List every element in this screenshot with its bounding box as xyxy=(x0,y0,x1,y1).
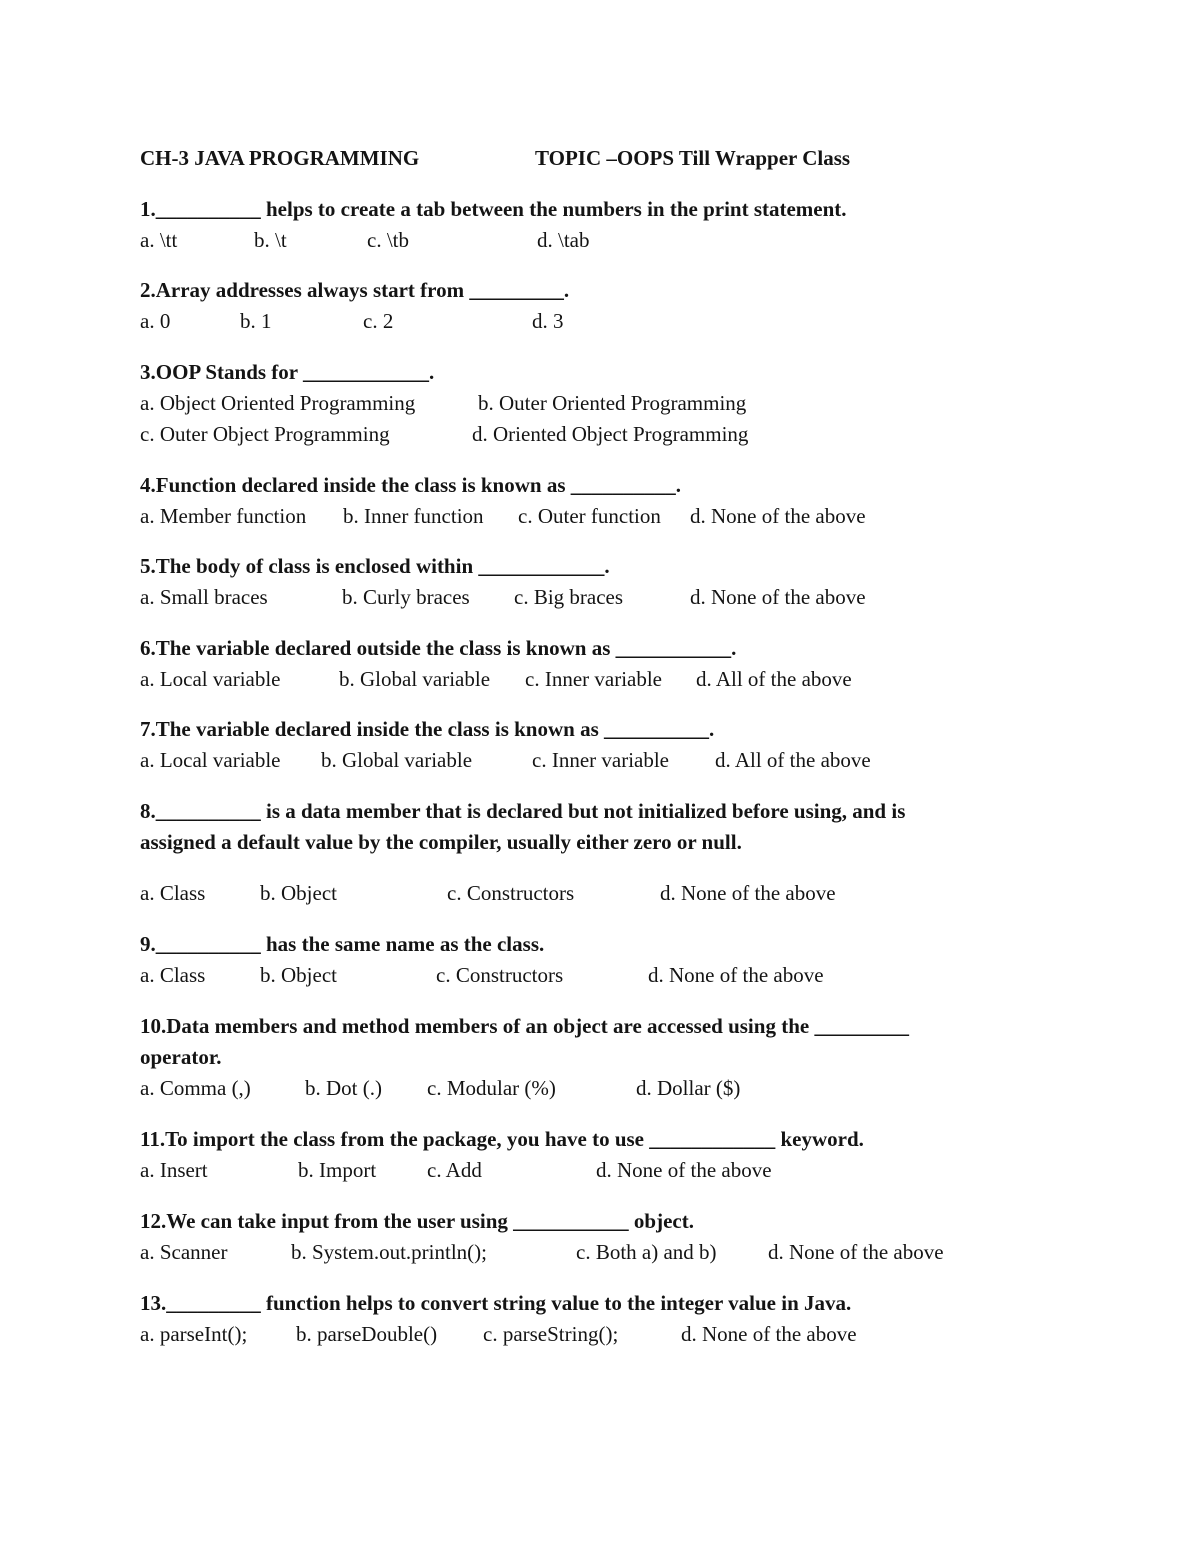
question-11: 11.To import the class from the package, you have to use ____________ keyword. xyxy=(140,1127,864,1151)
q1-option-b: b. \t xyxy=(254,228,287,252)
q9-option-a: a. Class xyxy=(140,963,206,987)
q1-option-a: a. \tt xyxy=(140,228,178,252)
q9-option-d: d. None of the above xyxy=(648,963,824,987)
q5-option-a: a. Small braces xyxy=(140,585,268,609)
q5-option-b: b. Curly braces xyxy=(342,585,470,609)
q12-option-b: b. System.out.println(); xyxy=(291,1240,487,1264)
q9-option-c: c. Constructors xyxy=(436,963,564,987)
q2-option-c: c. 2 xyxy=(363,309,394,333)
question-9: 9.__________ has the same name as the class. xyxy=(140,932,545,956)
q2-option-a: a. 0 xyxy=(140,309,171,333)
q4-option-d: d. None of the above xyxy=(690,504,866,528)
q13-option-b: b. parseDouble() xyxy=(296,1322,438,1346)
question-2: 2.Array addresses always start from _________. xyxy=(140,278,570,302)
q8-option-d: d. None of the above xyxy=(660,881,836,905)
question-10-line-1: 10.Data members and method members of an object are accessed using the _________ xyxy=(140,1014,909,1038)
q6-option-b: b. Global variable xyxy=(339,667,491,691)
q13-option-c: c. parseString(); xyxy=(483,1322,619,1346)
q7-option-a: a. Local variable xyxy=(140,748,281,772)
q11-option-a: a. Insert xyxy=(140,1158,208,1182)
q2-option-b: b. 1 xyxy=(240,309,272,333)
q2-option-d: d. 3 xyxy=(532,309,564,333)
q12-option-a: a. Scanner xyxy=(140,1240,228,1264)
q7-option-c: c. Inner variable xyxy=(532,748,670,772)
topic-title: TOPIC –OOPS Till Wrapper Class xyxy=(535,146,851,170)
question-7: 7.The variable declared inside the class is known as __________. xyxy=(140,717,715,741)
q3-option-b: b. Outer Oriented Programming xyxy=(478,391,747,415)
question-6: 6.The variable declared outside the class is known as ___________. xyxy=(140,636,737,660)
q12-option-c: c. Both a) and b) xyxy=(576,1240,717,1264)
q8-option-c: c. Constructors xyxy=(447,881,575,905)
q13-option-a: a. parseInt(); xyxy=(140,1322,248,1346)
question-12: 12.We can take input from the user using ___________ object. xyxy=(140,1209,694,1233)
question-8-line-1: 8.__________ is a data member that is declared but not initialized before using, and is xyxy=(140,799,906,823)
q4-option-c: c. Outer function xyxy=(518,504,661,528)
q6-option-c: c. Inner variable xyxy=(525,667,663,691)
q10-option-c: c. Modular (%) xyxy=(427,1076,556,1100)
q1-option-d: d. \tab xyxy=(537,228,590,252)
question-10-line-2: operator. xyxy=(140,1045,222,1069)
q10-option-b: b. Dot (.) xyxy=(305,1076,382,1100)
q8-option-b: b. Object xyxy=(260,881,337,905)
q11-option-b: b. Import xyxy=(298,1158,377,1182)
q5-option-c: c. Big braces xyxy=(514,585,624,609)
q4-option-a: a. Member function xyxy=(140,504,307,528)
question-8-line-2: assigned a default value by the compiler, usually either zero or null. xyxy=(140,830,742,854)
q7-option-b: b. Global variable xyxy=(321,748,473,772)
q3-option-d: d. Oriented Object Programming xyxy=(472,422,749,446)
q4-option-b: b. Inner function xyxy=(343,504,484,528)
q3-option-c: c. Outer Object Programming xyxy=(140,422,390,446)
q6-option-d: d. All of the above xyxy=(696,667,852,691)
question-3: 3.OOP Stands for ____________. xyxy=(140,360,435,384)
q10-option-d: d. Dollar ($) xyxy=(636,1076,741,1100)
question-13: 13._________ function helps to convert string value to the integer value in Java. xyxy=(140,1291,852,1315)
q13-option-d: d. None of the above xyxy=(681,1322,857,1346)
question-5: 5.The body of class is enclosed within ____________. xyxy=(140,554,610,578)
q10-option-a: a. Comma (,) xyxy=(140,1076,251,1100)
q12-option-d: d. None of the above xyxy=(768,1240,944,1264)
q7-option-d: d. All of the above xyxy=(715,748,871,772)
q3-option-a: a. Object Oriented Programming xyxy=(140,391,416,415)
q5-option-d: d. None of the above xyxy=(690,585,866,609)
question-4: 4.Function declared inside the class is known as __________. xyxy=(140,473,682,497)
q8-option-a: a. Class xyxy=(140,881,206,905)
q6-option-a: a. Local variable xyxy=(140,667,281,691)
chapter-title: CH-3 JAVA PROGRAMMING xyxy=(140,146,420,170)
q9-option-b: b. Object xyxy=(260,963,337,987)
q11-option-d: d. None of the above xyxy=(596,1158,772,1182)
question-1: 1.__________ helps to create a tab between the numbers in the print statement. xyxy=(140,197,847,221)
q11-option-c: c. Add xyxy=(427,1158,482,1182)
q1-option-c: c. \tb xyxy=(367,228,409,252)
